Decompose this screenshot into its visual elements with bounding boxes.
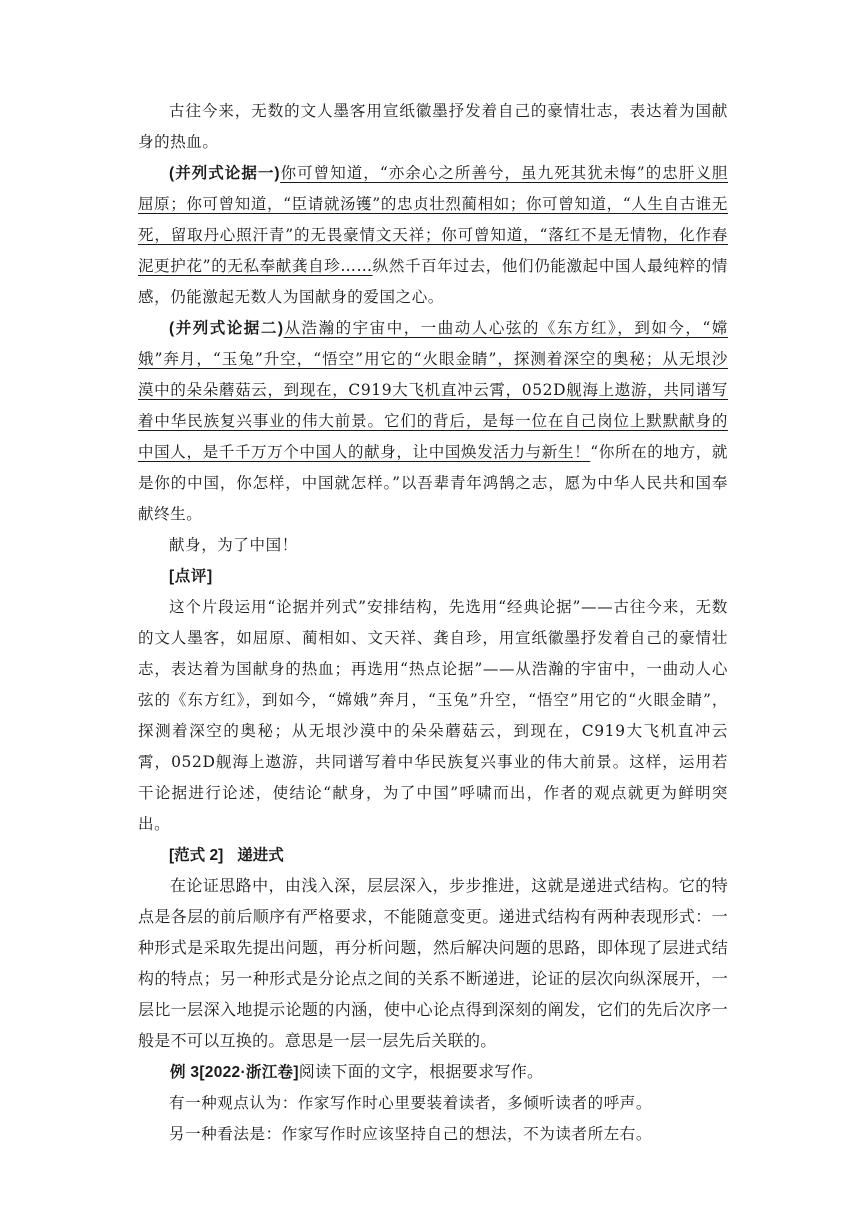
paragraph-argument-two: [138, 313, 728, 530]
document-body: [138, 96, 728, 1150]
paragraph-argument-one: [138, 158, 728, 313]
argument-two-rest: “你所在的地方，就是你的中国，你怎样，中国就怎样。”以吾辈青年鸿鹄之志，愿为中华人民共和国奉献终生。: [138, 443, 728, 523]
section-heading: [138, 840, 728, 871]
section-body: 在论证思路中，由浅入深，层层深入，步步推进，这就是递进式结构。它的特点是各层的前后顺序有严格要求，不能随意变更。递进式结构有两种表现形式：一种形式是采取先提出问题，再分析问题，然后解决问题的思路，即体现了层进式结构的特点；另一种形式是分论点之间的关系不断递进，论证的层次向纵深展开，一层比一层深入地提示论题的内涵，使中心论点得到深刻的阐发，它们的先后次序一般是不可以互换的。意思是一层一层先后关联的。: [138, 878, 728, 1050]
paragraph-intro: 古往今来，无数的文人墨客用宣纸徽墨抒发着自己的豪情壮志，表达着为国献身的热血。: [138, 102, 728, 151]
section-title: 递进式: [237, 847, 284, 864]
section-label: [范式 2]: [169, 847, 224, 864]
comment-body: 这个片段运用“论据并列式”安排结构，先选用“经典论据”——古往今来，无数的文人墨客，如屈原、蔺相如、文天祥、龚自珍，用宣纸徽墨抒发着自己的豪情壮志，表达着为国献身的热血；再选用“热点论据”——从浩瀚的宇宙中，一曲动人心弦的《东方红》，到如今，“嫦娥”奔月，“玉兔”升空，“悟空”用它的“火眼金睛”，探测着深空的奥秘；从无垠沙漠中的朵朵蘑菇云，到现在，C919大飞机直冲云霄，052D舰海上遨游，共同谱写着中华民族复兴事业的伟大前景。这样，运用若干论据进行论述，使结论“献身，为了中国”呼啸而出，作者的观点就更为鲜明突出。: [138, 598, 728, 833]
example-text: 阅读下面的文字，根据要求写作。: [298, 1064, 544, 1081]
example-label: 例 3[2022·浙江卷]: [170, 1064, 299, 1081]
paragraph-conclusion: 献身，为了中国！: [169, 536, 298, 554]
argument-one-rest: 纵然千百年过去，他们仍能激起中国人最纯粹的情感，仍能激起无数人为国献身的爱国之心。: [138, 257, 728, 306]
underlined-argument-two: 从浩瀚的宇宙中，一曲动人心弦的《东方红》，到如今，“嫦娥”奔月，“玉兔”升空，“悟空”用它的“火眼金睛”，探测着深空的奥秘；从无垠沙漠中的朵朵蘑菇云，到现在，C919大飞机直冲云霄，052D舰海上遨游，共同谱写着中华民族复兴事业的伟大前景。它们的背后，是每一位在自己岗位上默默献身的中国人，是千千万万个中国人的献身，让中国焕发活力与新生！: [138, 319, 728, 461]
viewpoint-one: 有一种观点认为：作家写作时心里要装着读者，多倾听读者的呼声。: [169, 1094, 653, 1112]
label-argument-one: (并列式论据一): [169, 165, 281, 182]
label-argument-two: (并列式论据二): [169, 320, 284, 337]
viewpoint-two: 另一种看法是：作家写作时应该坚持自己的想法，不为读者所左右。: [169, 1125, 653, 1143]
underlined-argument-one: 你可曾知道，“亦余心之所善兮，虽九死其犹未悔”的忠肝义胆屈原；你可曾知道，“臣请就汤镬”的忠贞壮烈蔺相如；你可曾知道，“人生自古谁无死，留取丹心照汗青”的无畏豪情文天祥；你可曾知道，“落红不是无情物，化作春泥更护花”的无私奉献龚自珍……: [138, 164, 728, 275]
comment-label-text: [点评]: [169, 568, 213, 585]
example-line: [138, 1057, 728, 1088]
comment-label: [138, 561, 728, 592]
